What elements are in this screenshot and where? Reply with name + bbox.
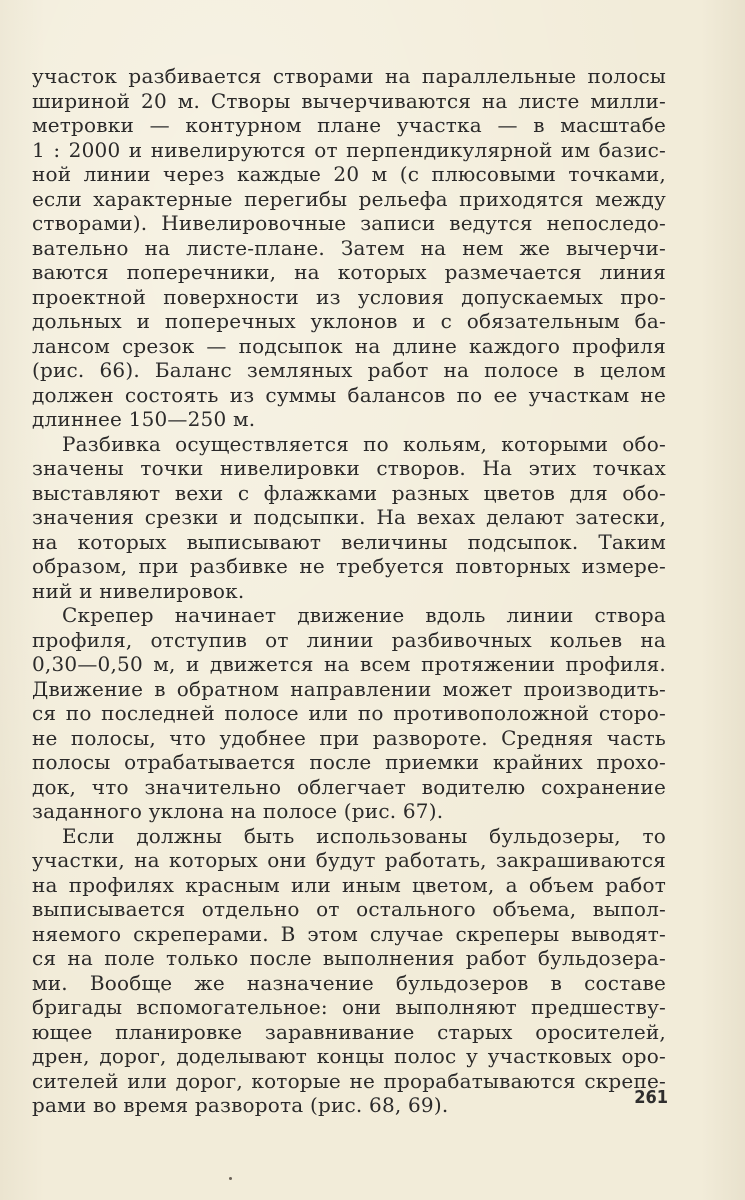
text-line: Разбивка осуществляется по кольям, которыми обо- xyxy=(62,431,666,456)
text-line: ний и нивелировок. xyxy=(32,578,245,603)
body-text xyxy=(32,64,666,1118)
text-line: выставляют вехи с флажками разных цветов для обо- xyxy=(32,480,666,505)
text-line: ми. Вообще же назначение бульдозеров в составе xyxy=(32,970,666,995)
text-line: дрен, дорог, доделывают концы полос у участковых оро- xyxy=(32,1044,666,1068)
text-line: док, что значительно облегчает водителю сохранение xyxy=(32,774,666,799)
text-line: образом, при разбивке не требуется повторных измере- xyxy=(32,554,666,578)
text-line: ся на поле только после выполнения работ бульдозера- xyxy=(32,946,666,970)
paragraph xyxy=(32,824,666,1118)
page-number: 261 xyxy=(634,1087,668,1108)
text-line: должен состоять из суммы балансов по ее участкам не xyxy=(32,382,666,407)
text-line: участки, на которых они будут работать, закрашиваются xyxy=(32,848,666,872)
text-line: не полосы, что удобнее при развороте. Средняя часть xyxy=(32,725,666,750)
text-line: (рис. 66). Баланс земляных работ на полосе в целом xyxy=(32,358,666,382)
text-line: бригады вспомогательное: они выполняют предшеству- xyxy=(32,995,666,1019)
text-line: рами во время разворота (рис. 68, 69). xyxy=(32,1093,449,1117)
paragraph xyxy=(32,603,666,824)
paper-speck xyxy=(229,1177,232,1180)
text-line: дольных и поперечных уклонов и с обязательным ба- xyxy=(32,309,666,333)
text-line: Если должны быть использованы бульдозеры, то xyxy=(62,823,666,848)
text-line: ваются поперечники, на которых размечается линия xyxy=(32,260,666,284)
text-line: метровки — контурном плане участка — в масштабе xyxy=(32,113,666,137)
text-line: заданного уклона на полосе (рис. 67). xyxy=(32,799,444,823)
text-line: на которых выписывают величины подсыпок. Таким xyxy=(32,529,666,554)
text-line: на профилях красным или иным цветом, а объем работ xyxy=(32,872,666,897)
text-line: сителей или дорог, которые не прорабатываются скрепе- xyxy=(32,1068,666,1093)
text-line: значены точки нивелировки створов. На этих точках xyxy=(32,456,666,480)
text-line: ной линии через каждые 20 м (с плюсовыми точками, xyxy=(32,162,666,186)
paragraph xyxy=(32,432,666,604)
text-line: ся по последней полосе или по противоположной сторо- xyxy=(32,701,666,725)
text-line: проектной поверхности из условия допускаемых про- xyxy=(32,284,666,309)
text-line: полосы отрабатывается после приемки крайних прохо- xyxy=(32,750,666,774)
text-line: ющее планировке заравнивание старых оросителей, xyxy=(32,1019,666,1044)
paragraph xyxy=(32,64,666,432)
text-line: Движение в обратном направлении может производить- xyxy=(32,676,666,701)
text-line: вательно на листе-плане. Затем на нем же вычерчи- xyxy=(32,235,666,260)
text-line: няемого скреперами. В этом случае скреперы выводят- xyxy=(32,921,666,946)
text-line: если характерные перегибы рельефа приходятся между xyxy=(32,186,666,211)
text-line: шириной 20 м. Створы вычерчиваются на листе милли- xyxy=(32,88,666,113)
text-line: 0,30—0,50 м, и движется на всем протяжении профиля. xyxy=(32,652,666,676)
text-line: лансом срезок — подсыпок на длине каждого профиля xyxy=(32,333,666,358)
text-line: длиннее 150—250 м. xyxy=(32,407,256,431)
text-line: участок разбивается створами на параллельные полосы xyxy=(32,64,666,88)
text-line: значения срезки и подсыпки. На вехах делают затески, xyxy=(32,505,666,529)
text-line: выписывается отдельно от остального объема, выпол- xyxy=(32,897,666,921)
text-line: профиля, отступив от линии разбивочных кольев на xyxy=(32,627,666,652)
text-line: Скрепер начинает движение вдоль линии створа xyxy=(62,603,666,627)
text-line: 1 : 2000 и нивелируются от перпендикулярной им базис- xyxy=(32,137,666,162)
text-line: створами). Нивелировочные записи ведутся непоследо- xyxy=(32,211,666,235)
